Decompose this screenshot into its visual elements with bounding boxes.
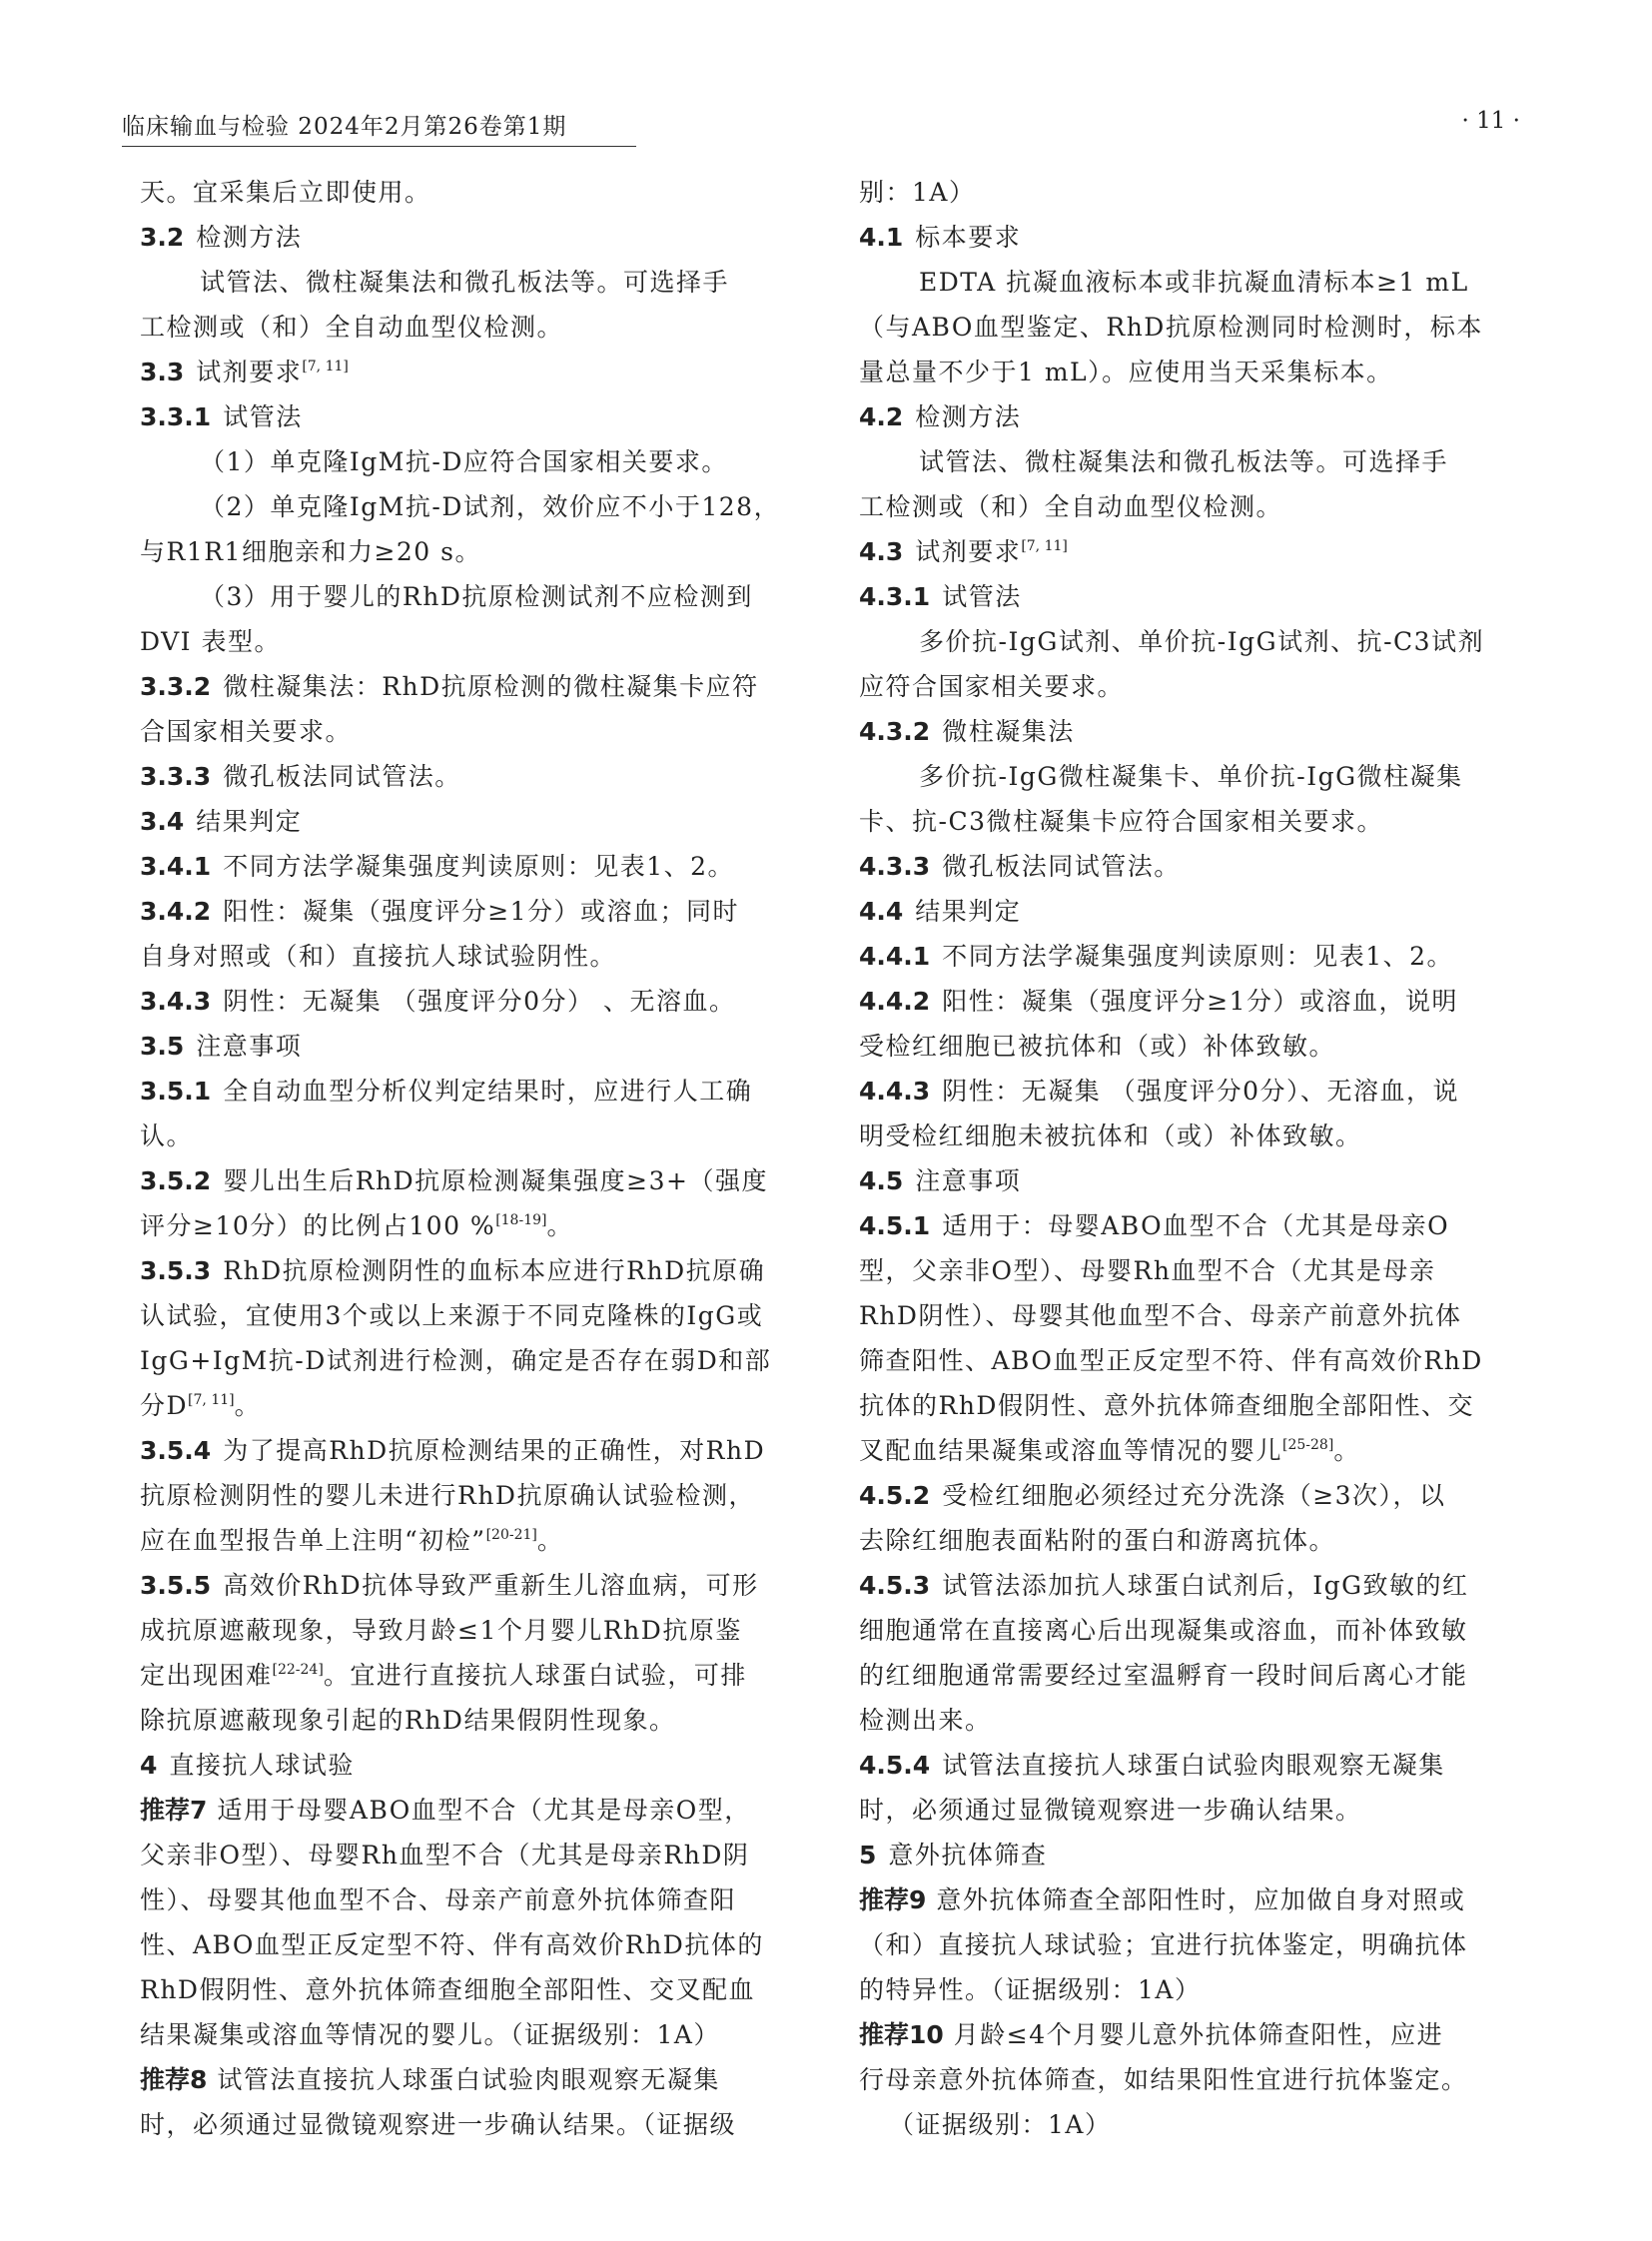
line-text: 检测方法 [196,223,303,252]
line-text: 评分≥10分）的比例占100 % [140,1211,496,1240]
line-text: 多价抗-IgG试剂、单价抗-IgG试剂、抗-C3试剂 [919,627,1485,656]
line-text: 微柱凝集法 [942,717,1075,746]
line-text: 行母亲意外抗体筛查，如结果阳性宜进行抗体鉴定。 [859,2065,1468,2094]
text-line [859,1653,1533,1698]
line-text: 微孔板法同试管法。 [942,852,1181,881]
line-text: 成抗原遮蔽现象，导致月龄≤1个月婴儿RhD抗原鉴 [140,1616,742,1645]
line-text: 性、ABO血型正反定型不符、伴有高效价RhD抗体的 [140,1930,764,1959]
text-line [140,1069,814,1114]
text-line [859,1114,1533,1158]
line-text: RhD抗原检测阴性的血标本应进行RhD抗原确 [223,1256,766,1285]
section-number: 3.5.3 [140,1256,212,1285]
text-line [859,1383,1533,1428]
page-number: · 11 · [1461,108,1520,134]
text-line [140,170,814,215]
line-text: 时，必须通过显微镜观察进一步确认结果。（证据级 [140,2110,737,2139]
line-text: 直接抗人球试验 [169,1751,355,1780]
line-text: 结果凝集或溶血等情况的婴儿。（证据级别：1A） [140,2020,720,2049]
left-column [140,170,814,2147]
text-line [140,1833,814,1877]
recommendation-label: 推荐9 [859,1885,927,1914]
text-line [140,1293,814,1338]
section-number: 4.3.2 [859,717,931,746]
line-text: 试管法 [223,402,303,431]
line-text: 试管法添加抗人球蛋白试剂后，IgG致敏的红 [942,1571,1469,1600]
text-line [859,529,1533,574]
line-text: 的特异性。（证据级别：1A） [859,1975,1202,2004]
text-line [859,844,1533,889]
line-text: 筛查阳性、ABO血型正反定型不符、伴有高效价RhD [859,1346,1483,1375]
section-number: 4.3.1 [859,582,931,611]
section-number: 4.5.4 [859,1751,931,1780]
section-number: 4.1 [859,223,904,252]
text-line [859,350,1533,394]
line-text: 阳性：凝集（强度评分≥1分）或溶血，说明 [942,987,1459,1016]
line-text: 细胞通常在直接离心后出现凝集或溶血，而补体致敏 [859,1616,1468,1645]
line-text: EDTA 抗凝血液标本或非抗凝血清标本≥1 mL [919,268,1469,297]
line-text: RhD阴性）、母婴其他血型不合、母亲产前意外抗体 [859,1301,1462,1330]
text-line [859,574,1533,619]
text-line [140,1967,814,2012]
line-text: 量总量不少于1 mL）。应使用当天采集标本。 [859,358,1393,386]
text-line [859,215,1533,260]
section-number: 4 [140,1751,158,1780]
line-text: 与R1R1细胞亲和力≥20 s。 [140,537,481,566]
text-line [140,1383,814,1428]
line-text: 意外抗体筛查 [888,1841,1048,1869]
line-text: 工检测或（和）全自动血型仪检测。 [859,492,1283,521]
recommendation-label: 推荐8 [140,2065,208,2094]
line-text: 检测方法 [915,402,1022,431]
line-text: 检测出来。 [859,1706,992,1735]
text-line [140,754,814,799]
line-text: 多价抗-IgG微柱凝集卡、单价抗-IgG微柱凝集 [919,762,1463,791]
running-header [122,108,1520,150]
line-text: 父亲非O型）、母婴Rh血型不合（尤其是母亲RhD阴 [140,1841,750,1869]
text-line [859,1608,1533,1653]
line-text: （1）单克隆IgM抗-D应符合国家相关要求。 [200,447,728,476]
line-text: 卡、抗-C3微柱凝集卡应符合国家相关要求。 [859,807,1383,836]
text-line [140,979,814,1024]
text-line [140,1338,814,1383]
text-line [859,1563,1533,1608]
text-line [140,1922,814,1967]
line-text: 抗原检测阴性的婴儿未进行RhD抗原确认试验检测， [140,1481,755,1510]
section-number: 3.5.5 [140,1571,212,1600]
line-text: 为了提高RhD抗原检测结果的正确性，对RhD [223,1436,766,1465]
text-line [140,260,814,305]
journal-info: 临床输血与检验 2024年2月第26卷第1期 [122,114,567,140]
citation-ref: [7, 11] [188,1392,235,1408]
text-line [140,1024,814,1069]
text-line [859,1203,1533,1248]
text-line [859,2012,1533,2057]
text-line [859,1428,1533,1473]
line-text: 明受检红细胞未被抗体和（或）补体致敏。 [859,1121,1362,1150]
text-line [859,170,1533,215]
text-line [140,1518,814,1563]
line-text: 受检红细胞必须经过充分洗涤（≥3次），以 [942,1481,1446,1510]
text-line [859,889,1533,934]
line-text: 阳性：凝集（强度评分≥1分）或溶血；同时 [223,897,740,926]
text-line [140,2102,814,2147]
citation-ref: [18-19] [495,1212,547,1228]
line-text-tail: 。 [536,1526,564,1555]
text-line [140,394,814,439]
line-text: 月龄≤4个月婴儿意外抗体筛查阳性，应进 [953,2020,1444,2049]
text-line [140,1473,814,1518]
section-number: 4.3.3 [859,852,931,881]
text-line [140,1788,814,1833]
text-line [140,484,814,529]
line-text: 型，父亲非O型）、母婴Rh血型不合（尤其是母亲 [859,1256,1436,1285]
line-text: 适用于：母婴ABO血型不合（尤其是母亲O [942,1211,1450,1240]
text-line [140,1203,814,1248]
line-text: （证据级别：1A） [889,2110,1112,2139]
line-text: 试剂要求 [196,358,303,386]
text-line [140,1563,814,1608]
text-line [859,1338,1533,1383]
line-text: 微柱凝集法：RhD抗原检测的微柱凝集卡应符 [223,672,759,701]
text-line [140,1158,814,1203]
line-text-tail: 。 [546,1211,573,1240]
section-number: 3.5.4 [140,1436,212,1465]
text-line [859,1024,1533,1069]
section-number: 3.3.2 [140,672,212,701]
line-text-tail: 。宜进行直接抗人球蛋白试验，可排 [323,1661,747,1690]
text-line [859,484,1533,529]
text-line [140,439,814,484]
line-text: 全自动血型分析仪判定结果时，应进行人工确 [223,1077,753,1106]
citation-ref: [20-21] [485,1527,537,1543]
text-line [859,1833,1533,1877]
text-line [859,439,1533,484]
text-line [140,1248,814,1293]
line-text: 试管法、微柱凝集法和微孔板法等。可选择手 [200,268,730,297]
line-text: 试管法 [942,582,1022,611]
section-number: 4.5.2 [859,1481,931,1510]
text-line [859,1922,1533,1967]
section-number: 3.4.1 [140,852,212,881]
section-number: 4.4.2 [859,987,931,1016]
text-line [859,2102,1533,2147]
line-text: 适用于母婴ABO血型不合（尤其是母亲O型， [217,1796,751,1825]
text-line [140,1114,814,1158]
line-text: 试管法直接抗人球蛋白试验肉眼观察无凝集 [217,2065,720,2094]
line-text: 标本要求 [915,223,1022,252]
text-line [859,619,1533,664]
section-number: 3.5.2 [140,1166,212,1195]
text-line [140,305,814,350]
text-line [859,2057,1533,2102]
line-text: 合国家相关要求。 [140,717,353,746]
line-text: 别：1A） [859,178,976,207]
section-number: 4.4 [859,897,904,926]
text-line [859,1473,1533,1518]
line-text: 微孔板法同试管法。 [223,762,461,791]
text-line [140,574,814,619]
text-line [140,844,814,889]
line-text: DVI 表型。 [140,627,281,656]
line-text: 认。 [140,1121,194,1150]
line-text: 性）、母婴其他血型不合、母亲产前意外抗体筛查阳 [140,1885,737,1914]
text-line [859,1788,1533,1833]
line-text: 时，必须通过显微镜观察进一步确认结果。 [859,1796,1362,1825]
line-text: 应在血型报告单上注明“初检” [140,1526,486,1555]
section-number: 4.2 [859,402,904,431]
line-text: 受检红细胞已被抗体和（或）补体致敏。 [859,1032,1336,1061]
recommendation-label: 推荐7 [140,1796,208,1825]
text-line [140,934,814,979]
section-number: 3.3.1 [140,402,212,431]
text-line [859,1877,1533,1922]
line-text: 不同方法学凝集强度判读原则：见表1、2。 [223,852,735,881]
header-rule [122,146,636,147]
text-line [859,1967,1533,2012]
section-number: 4.5.1 [859,1211,931,1240]
line-text: 去除红细胞表面粘附的蛋白和游离抗体。 [859,1526,1336,1555]
text-line [140,215,814,260]
line-text: 意外抗体筛查全部阳性时，应加做自身对照或 [936,1885,1466,1914]
line-text: （与ABO血型鉴定、RhD抗原检测同时检测时，标本 [859,313,1483,342]
text-line [859,260,1533,305]
section-number: 3.3 [140,358,185,386]
text-line [859,664,1533,709]
text-line [140,529,814,574]
line-text: 注意事项 [196,1032,303,1061]
line-text: （3）用于婴儿的RhD抗原检测试剂不应检测到 [200,582,753,611]
line-text: 婴儿出生后RhD抗原检测凝集强度≥3+（强度 [223,1166,768,1195]
line-text: 自身对照或（和）直接抗人球试验阴性。 [140,942,617,971]
line-text: 的红细胞通常需要经过室温孵育一段时间后离心才能 [859,1661,1468,1690]
line-text: 阴性：无凝集 （强度评分0分）、无溶血，说 [942,1077,1460,1106]
section-number: 3.3.3 [140,762,212,791]
text-line [140,1653,814,1698]
section-number: 3.4 [140,807,185,836]
line-text: 结果判定 [196,807,303,836]
line-text: 试剂要求 [915,537,1022,566]
text-line [859,1518,1533,1563]
line-text: 叉配血结果凝集或溶血等情况的婴儿 [859,1436,1283,1465]
line-text: 高效价RhD抗体导致严重新生儿溶血病，可形 [223,1571,759,1600]
text-line [859,394,1533,439]
citation-ref: [7, 11] [302,359,349,374]
section-number: 4.3 [859,537,904,566]
line-text: 试管法直接抗人球蛋白试验肉眼观察无凝集 [942,1751,1445,1780]
text-line [140,619,814,664]
text-line [859,1698,1533,1743]
citation-ref: [25-28] [1282,1437,1334,1453]
citation-ref: [7, 11] [1021,538,1068,554]
section-number: 4.5.3 [859,1571,931,1600]
line-text: 分D [140,1391,189,1420]
text-line [859,1069,1533,1114]
text-line [859,934,1533,979]
text-line [859,1158,1533,1203]
text-line [859,305,1533,350]
section-number: 3.4.2 [140,897,212,926]
line-text: 结果判定 [915,897,1022,926]
line-text: 注意事项 [915,1166,1022,1195]
text-line [140,350,814,394]
section-number: 3.5.1 [140,1077,212,1106]
text-line [140,709,814,754]
line-text: 阴性：无凝集 （强度评分0分） 、无溶血。 [223,987,736,1016]
line-text: 不同方法学凝集强度判读原则：见表1、2。 [942,942,1454,971]
text-line [140,1608,814,1653]
section-number: 4.5 [859,1166,904,1195]
line-text: （和）直接抗人球试验；宜进行抗体鉴定，明确抗体 [859,1930,1468,1959]
line-text: 天。宜采集后立即使用。 [140,178,431,207]
line-text-tail: 。 [1333,1436,1360,1465]
line-text: 抗体的RhD假阴性、意外抗体筛查细胞全部阳性、交 [859,1391,1474,1420]
line-text: 除抗原遮蔽现象引起的RhD结果假阴性现象。 [140,1706,676,1735]
text-line [859,1743,1533,1788]
section-number: 3.4.3 [140,987,212,1016]
section-number: 4.4.1 [859,942,931,971]
text-line [140,889,814,934]
text-line [859,979,1533,1024]
text-line [140,2012,814,2057]
text-line [140,1743,814,1788]
text-line [859,754,1533,799]
text-line [140,1428,814,1473]
line-text: 试管法、微柱凝集法和微孔板法等。可选择手 [919,447,1449,476]
line-text: RhD假阴性、意外抗体筛查细胞全部阳性、交叉配血 [140,1975,755,2004]
line-text: IgG+IgM抗-D试剂进行检测，确定是否存在弱D和部 [140,1346,772,1375]
line-text: 定出现困难 [140,1661,273,1690]
line-text: 工检测或（和）全自动血型仪检测。 [140,313,564,342]
citation-ref: [22-24] [272,1662,324,1678]
text-line [859,1293,1533,1338]
text-line [140,2057,814,2102]
text-line [859,1248,1533,1293]
line-text: （2）单克隆IgM抗-D试剂，效价应不小于128， [200,492,781,521]
text-line [859,709,1533,754]
text-line [859,799,1533,844]
line-text: 认试验，宜使用3个或以上来源于不同克隆株的IgG或 [140,1301,764,1330]
section-number: 5 [859,1841,877,1869]
text-line [140,799,814,844]
right-column [859,170,1533,2147]
section-number: 3.2 [140,223,185,252]
line-text: 应符合国家相关要求。 [859,672,1125,701]
line-text-tail: 。 [234,1391,262,1420]
section-number: 3.5 [140,1032,185,1061]
text-line [140,1877,814,1922]
text-line [140,664,814,709]
section-number: 4.4.3 [859,1077,931,1106]
text-line [140,1698,814,1743]
recommendation-label: 推荐10 [859,2020,944,2049]
